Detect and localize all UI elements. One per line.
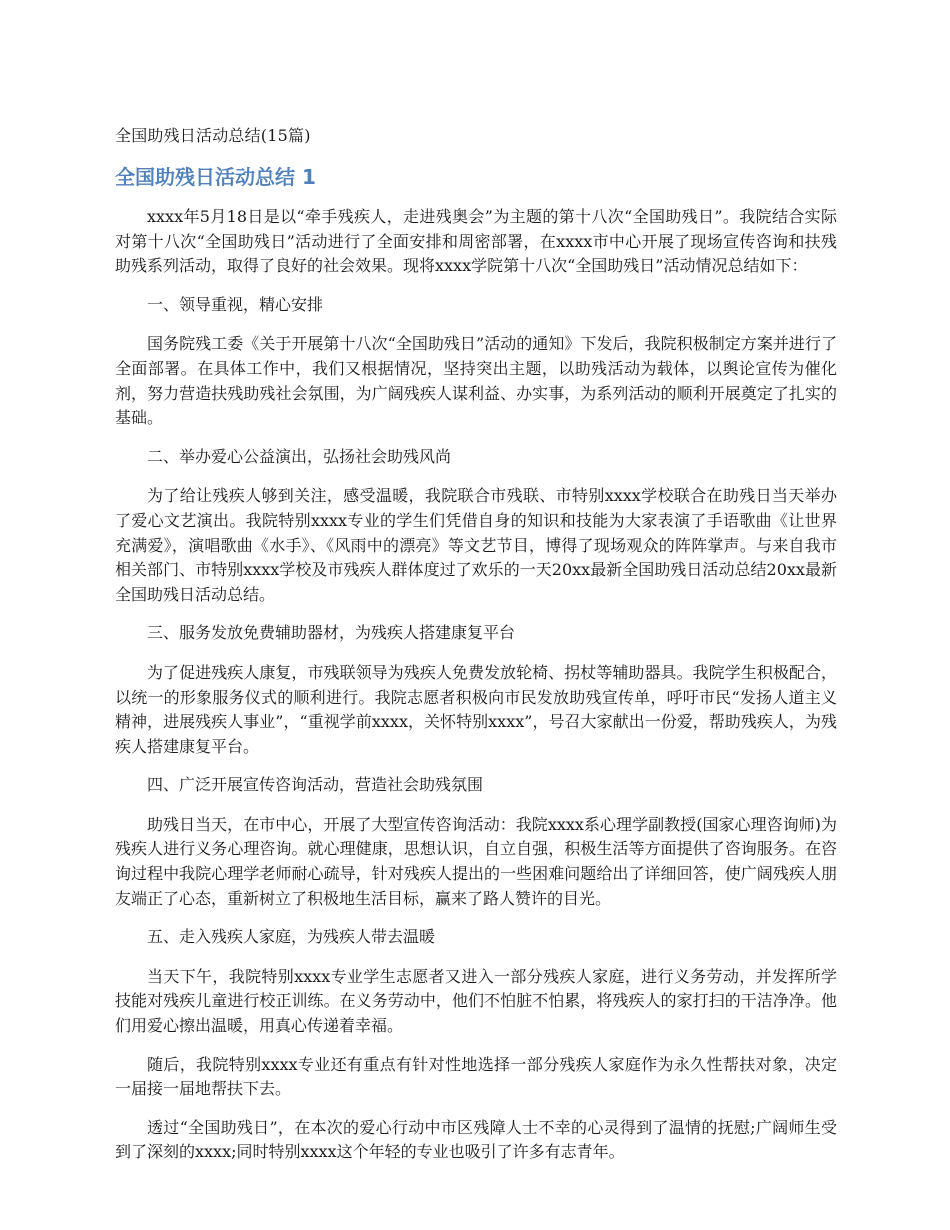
paragraph-6: 随后，我院特别xxxx专业还有重点有针对性地选择一部分残疾人家庭作为永久性帮扶对象，决定一届接一届地帮扶下去。: [115, 1054, 837, 1099]
paragraph-2: 为了给让残疾人够到关注，感受温暖，我院联合市残联、市特别xxxx学校联合在助残日当天举办了爱心文艺演出。我院特别xxxx专业的学生们凭借自身的知识和技能为大家表演了手语歌曲《让世界充满爱》，演唱歌曲《水手》、《风雨中的漂亮》等文艺节目，博得了现场观众的阵阵掌声。与来自我市相关部门、市特别xxxx学校及市残疾人群体度过了欢乐的一天20xx最新全国助残日活动总结20xx最新全国助残日活动总结。: [115, 486, 837, 604]
document-title: 全国助残日活动总结(15篇): [115, 126, 311, 145]
paragraph-7: 透过“全国助残日”，在本次的爱心行动中市区残障人士不幸的心灵得到了温情的抚慰;广阔师生受到了深刻的xxxx;同时特别xxxx这个年轻的专业也吸引了许多有志青年。: [115, 1117, 837, 1162]
paragraph-5: 当天下午，我院特别xxxx专业学生志愿者又进入一部分残疾人家庭，进行义务劳动，并发挥所学技能对残疾儿童进行校正训练。在义务劳动中，他们不怕脏不怕累，将残疾人的家打扫的干洁净净。他们用爱心擦出温暖，用真心传递着幸福。: [115, 966, 837, 1036]
paragraph-3: 为了促进残疾人康复，市残联领导为残疾人免费发放轮椅、拐杖等辅助器具。我院学生积极配合，以统一的形象服务仪式的顺利进行。我院志愿者积极向市民发放助残宣传单，呼吁市民“发扬人道主义精神，进展残疾人事业”，“重视学前xxxx，关怀特别xxxx”，号召大家献出一份爱，帮助残疾人，为残疾人搭建康复平台。: [115, 662, 837, 756]
paragraph-1: 国务院残工委《关于开展第十八次“全国助残日”活动的通知》下发后，我院积极制定方案并进行了全面部署。在具体工作中，我们又根据情况，坚持突出主题，以助残活动为载体，以舆论宣传为催化剂，努力营造扶残助残社会氛围，为广阔残疾人谋利益、办实事，为系列活动的顺利开展奠定了扎实的基础。: [115, 334, 837, 428]
section-title-4: 四、广泛开展宣传咨询活动，营造社会助残氛围: [147, 775, 484, 795]
section-title-1: 一、领导重视，精心安排: [147, 294, 324, 314]
paragraph-4: 助残日当天，在市中心，开展了大型宣传咨询活动：我院xxxx系心理学副教授(国家心理咨询师)为残疾人进行义务心理咨询。就心理健康，思想认识，自立自强，积极生活等方面提供了咨询服务。在咨询过程中我院心理学老师耐心疏导，针对残疾人提出的一些困难问题给出了详细回答，使广阔残疾人朋友端正了心态，重新树立了积极地生活目标，赢来了路人赞许的目光。: [115, 814, 837, 908]
section-title-2: 二、举办爱心公益演出，弘扬社会助残风尚: [147, 446, 452, 466]
paragraph-intro: xxxx年5月18日是以“牵手残疾人，走进残奥会”为主题的第十八次“全国助残日”。我院结合实际对第十八次“全国助残日”活动进行了全面安排和周密部署，在xxxx市中心开展了现场宣传咨询和扶残助残系列活动，取得了良好的社会效果。现将xxxx学院第十八次“全国助残日”活动情况总结如下：: [115, 207, 837, 276]
section-heading: 全国助残日活动总结 1: [115, 165, 316, 189]
document-body: [115, 205, 837, 1179]
section-title-5: 五、走入残疾人家庭，为残疾人带去温暖: [147, 927, 436, 947]
section-title-3: 三、服务发放免费辅助器材，为残疾人搭建康复平台: [147, 623, 516, 643]
